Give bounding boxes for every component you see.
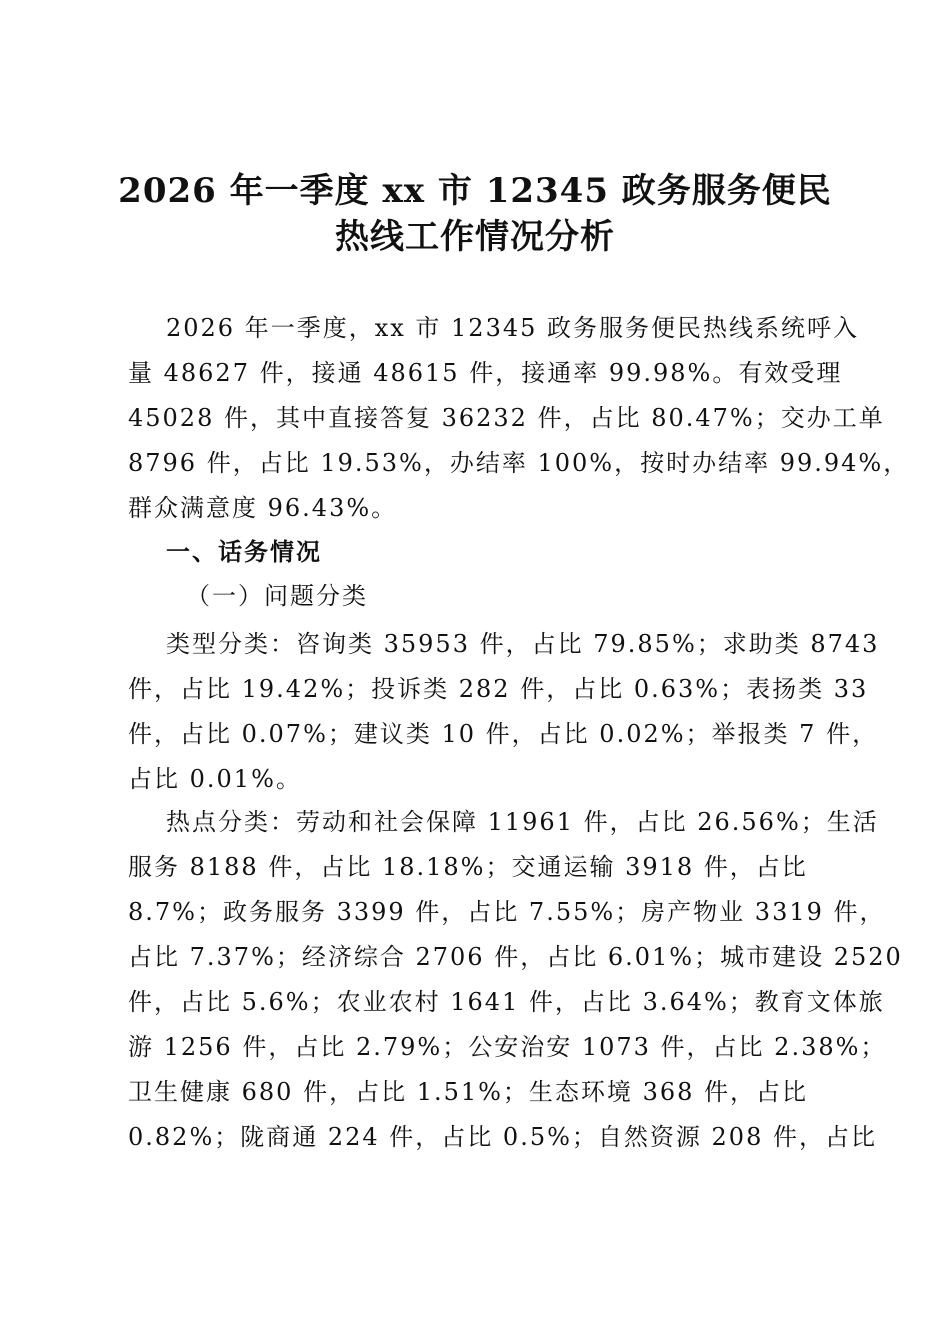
document-title-line-2: 热线工作情况分析 [335,217,615,257]
hot-line-8: 0.82%；陇商通 224 件，占比 0.5%；自然资源 208 件，占比 [128,1123,877,1151]
section-heading-1: 一、话务情况 [166,537,322,566]
hot-line-6: 游 1256 件，占比 2.79%；公安治安 1073 件，占比 2.38%； [128,1033,887,1061]
hot-line-3: 8.7%；政务服务 3399 件，占比 7.55%；房产物业 3319 件， [128,898,886,926]
type-line-2: 件，占比 19.42%；投诉类 282 件，占比 0.63%；表扬类 33 [128,675,869,703]
hot-line-7: 卫生健康 680 件，占比 1.51%；生态环境 368 件，占比 [128,1078,809,1106]
type-line-4: 占比 0.01%。 [128,765,302,793]
hot-line-4: 占比 7.37%；经济综合 2706 件，占比 6.01%；城市建设 2520 [128,943,903,971]
intro-line-4: 8796 件，占比 19.53%，办结率 100%，按时办结率 99.94%， [128,449,910,477]
intro-line-5: 群众满意度 96.43%。 [128,494,398,522]
hot-line-5: 件，占比 5.6%；农业农村 1641 件，占比 3.64%；教育文体旅 [128,988,885,1016]
intro-line-3: 45028 件，其中直接答复 36232 件，占比 80.47%；交办工单 [128,404,885,432]
type-line-1: 类型分类：咨询类 35953 件，占比 79.85%；求助类 8743 [166,630,880,658]
intro-line-2: 量 48627 件，接通 48615 件，接通率 99.98%。有效受理 [128,359,843,387]
document-title-line-1: 2026 年一季度 xx 市 12345 政务服务便民 [118,171,832,211]
intro-line-1: 2026 年一季度，xx 市 12345 政务服务便民热线系统呼入 [166,314,860,342]
subsection-heading-1: （一）问题分类 [186,582,368,610]
type-line-3: 件，占比 0.07%；建议类 10 件，占比 0.02%；举报类 7 件， [128,720,879,748]
hot-line-1: 热点分类：劳动和社会保障 11961 件，占比 26.56%；生活 [166,808,879,836]
hot-line-2: 服务 8188 件，占比 18.18%；交通运输 3918 件，占比 [128,853,808,881]
